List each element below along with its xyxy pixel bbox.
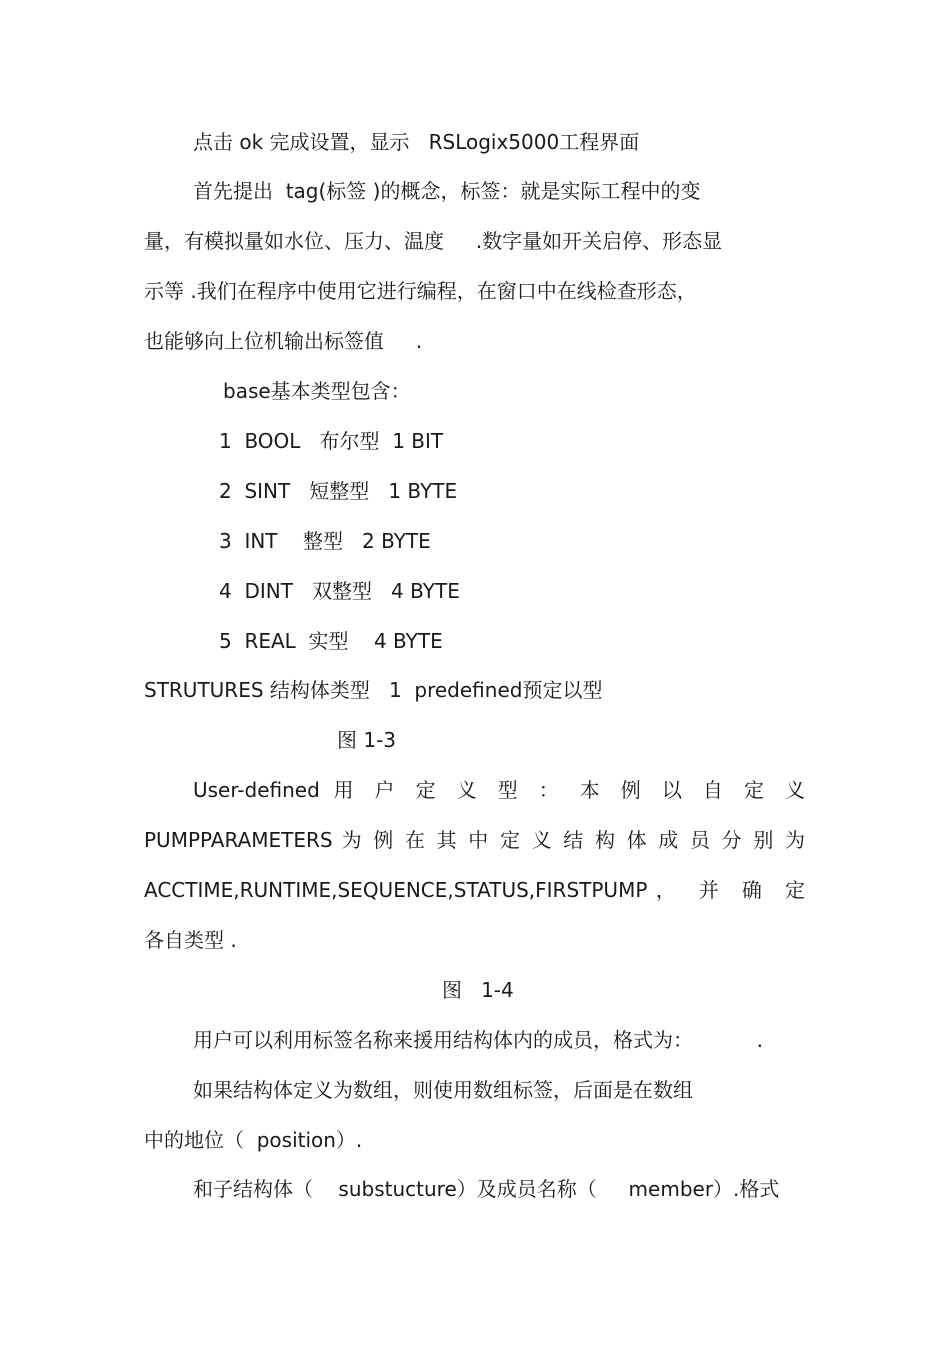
text-line-base-types-heading: base基本类型包含： [223, 379, 411, 403]
text-line-tag-concept: 首先提出 tag(标签 )的概念，标签：就是实际工程中的变 [193, 179, 701, 203]
text-line-position: 中的地位（ position）. [144, 1128, 363, 1152]
text-line-type-int: 3 INT 整型 2 BYTE [219, 529, 431, 553]
text-line-type-bool: 1 BOOL 布尔型 1 BIT [219, 429, 444, 453]
text-line-pumpparameters: PUMPPARAMETERS 为 例 在 其 中 定 义 结 构 体 成 员 分 别 为 [144, 828, 805, 852]
text-line-type-real: 5 REAL 实型 4 BYTE [219, 629, 443, 653]
text-line-respective-types: 各自类型 . [144, 928, 237, 952]
text-line-programming-usage: 示等 .我们在程序中使用它进行编程，在窗口中在线检查形态， [144, 279, 697, 303]
text-line-type-dint: 4 DINT 双整型 4 BYTE [219, 579, 460, 603]
text-line-analog-digital: 量，有模拟量如水位、压力、温度 .数字量如开关启停、形态显 [144, 229, 723, 253]
text-line-setup-complete: 点击 ok 完成设置，显示 RSLogix5000工程界面 [193, 130, 640, 154]
text-line-structures: STRUTURES 结构体类型 1 predefined预定以型 [144, 678, 603, 702]
figure-caption-1-3: 图 1-3 [337, 728, 397, 752]
figure-caption-1-4: 图 1-4 [442, 978, 514, 1002]
text-line-array-tags: 如果结构体定义为数组，则使用数组标签，后面是在数组 [193, 1078, 693, 1102]
text-line-reference-members: 用户可以利用标签名称来援用结构体内的成员，格式为： . [193, 1028, 763, 1052]
text-line-member-list: ACCTIME,RUNTIME,SEQUENCE,STATUS,FIRSTPUMP， 并 确 定 [144, 878, 805, 902]
text-line-type-sint: 2 SINT 短整型 1 BYTE [219, 479, 458, 503]
text-line-output-tag-values: 也能够向上位机输出标签值 . [144, 329, 423, 353]
text-line-substructure-member: 和子结构体（ substucture）及成员名称（ member）.格式 [193, 1177, 780, 1201]
text-line-user-defined: User-defined 用 户 定 义 型 ： 本 例 以 自 定 义 [193, 778, 805, 802]
